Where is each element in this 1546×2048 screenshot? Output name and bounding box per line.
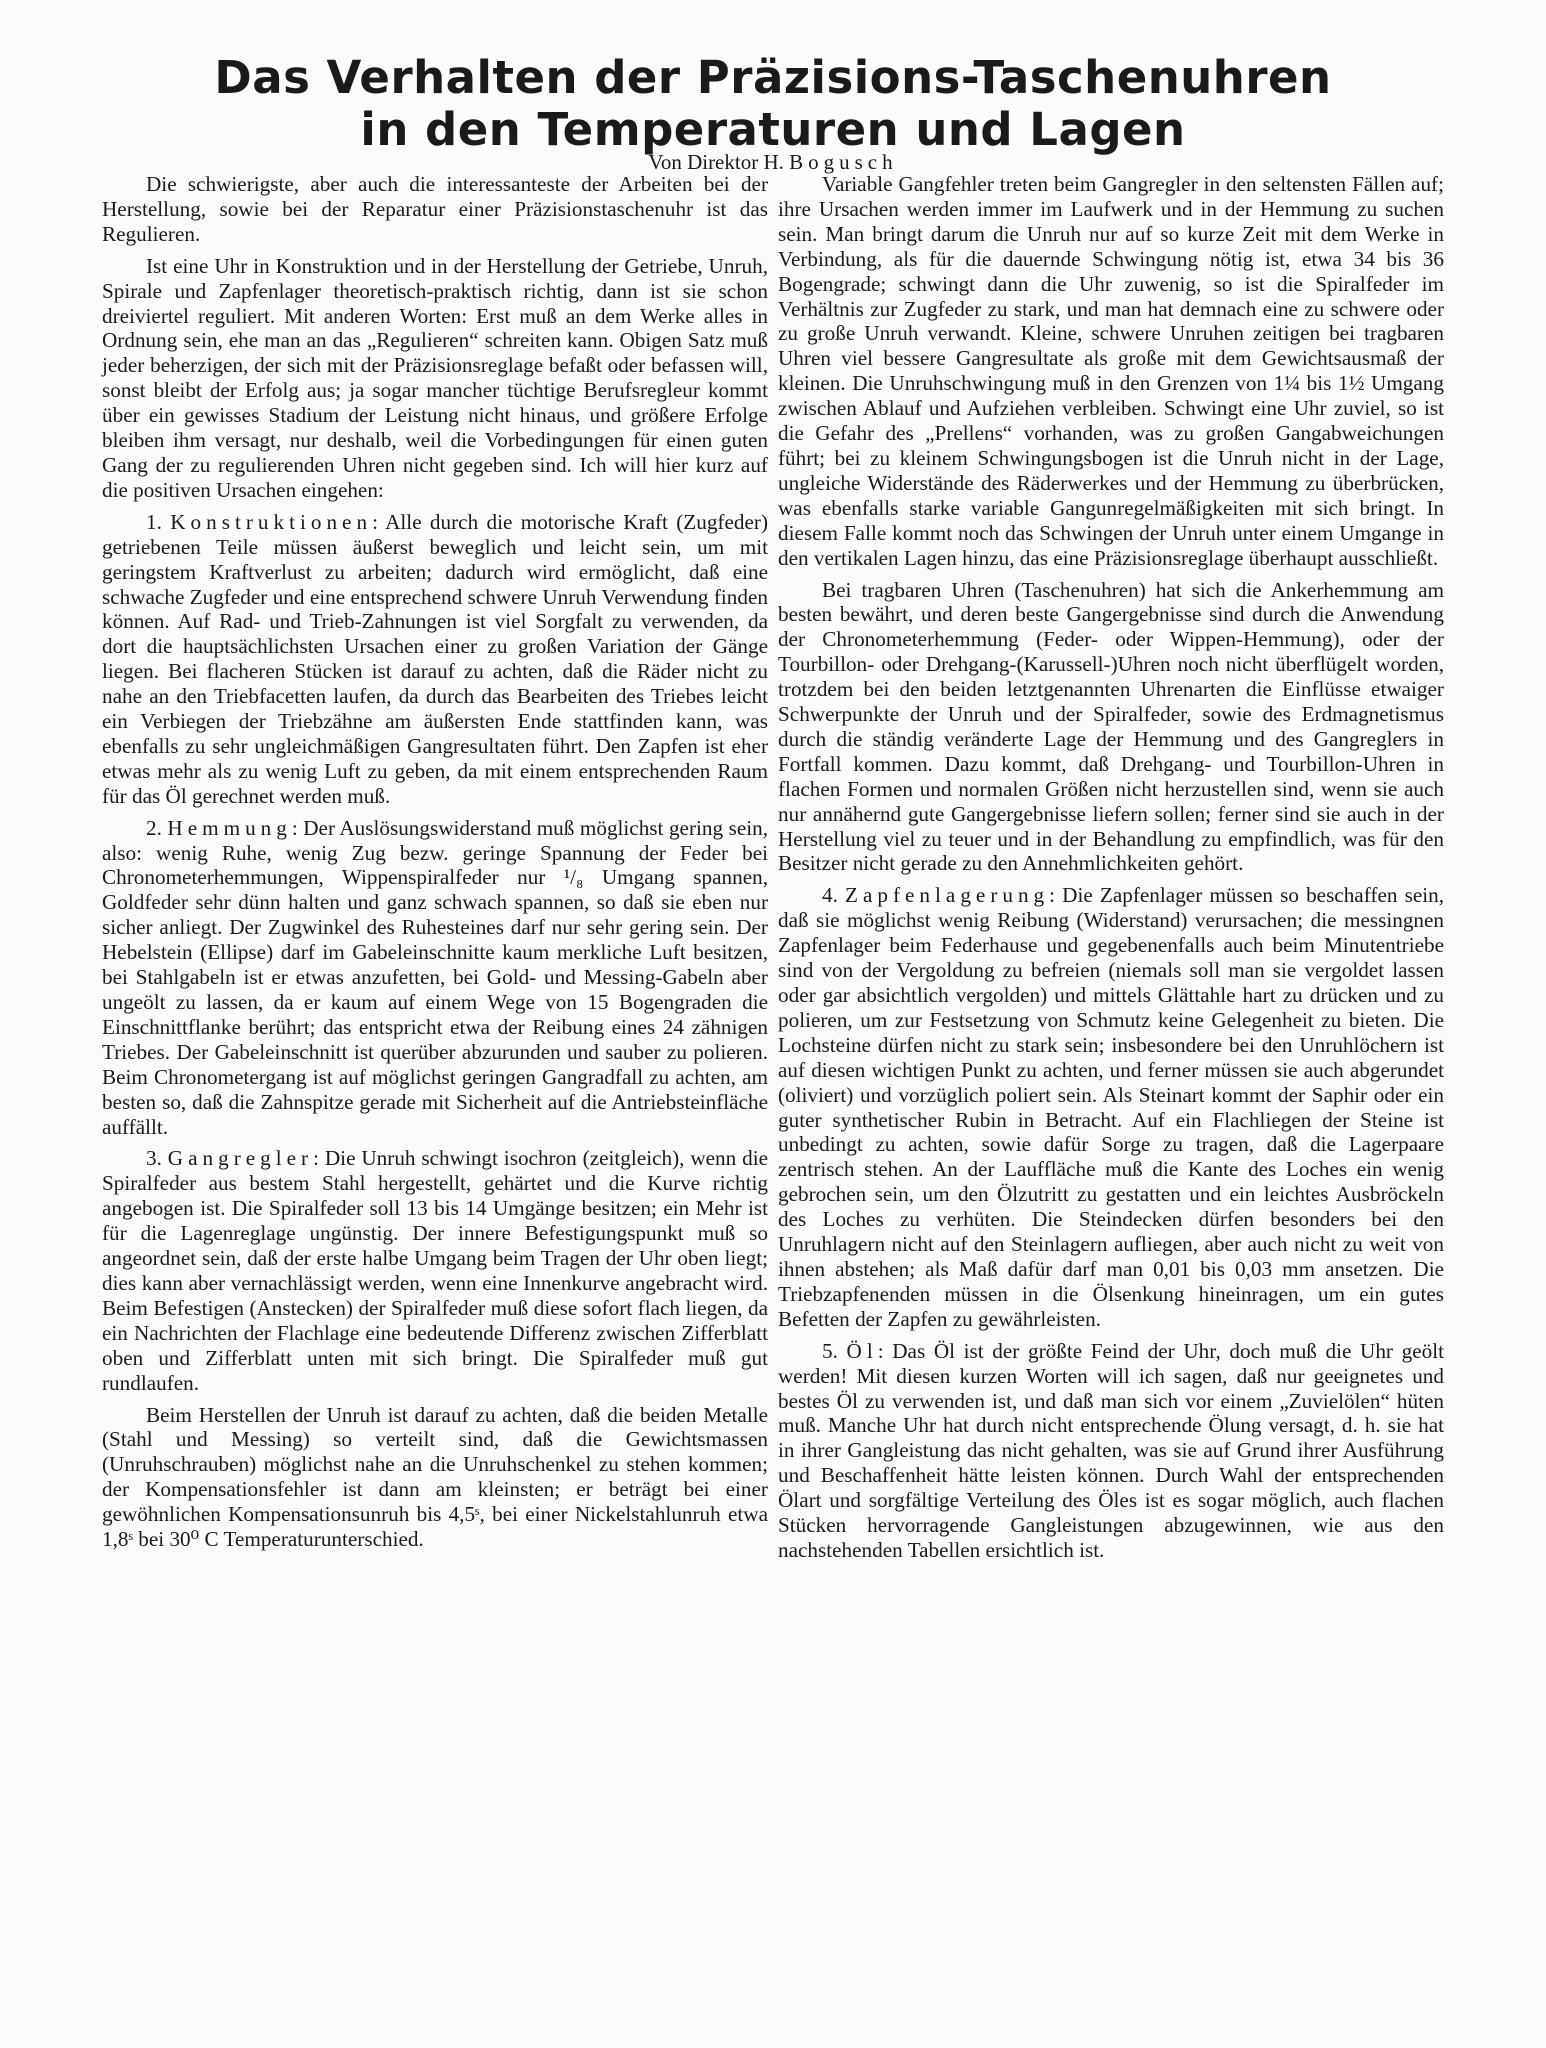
- paragraph-intro: Die schwierigste, aber auch die interessanteste der Arbeiten bei der Herstellung, sowie bei der Reparatur einer Präzisionstaschenuhr ist das Regulieren.: [102, 172, 768, 246]
- left-column: [102, 172, 768, 1559]
- paragraph-gangregler: 3. Gangregler: Die Unruh schwingt isochron (zeitgleich), wenn die Spiralfeder aus bestem Stahl hergestellt, gehärtet und die Kurve richtig angebogen ist. Die Spiralfeder soll 13 bis 14 Umgänge besitzen; ein Mehr ist für die Lagenreglage ungünstig. Der innere Befestigungspunkt muß so angeordnet sein, daß der erste halbe Umgang beim Tragen der Uhr oben liegt; dies kann aber vernachlässigt werden, wenn eine Innenkurve angebracht wird. Beim Befestigen (Anstecken) der Spiralfeder muß diese sofort flach liegen, da ein Nachrichten der Flachlage eine bedeutende Differenz zwischen Zifferblatt oben und Zifferblatt unten mit sich bringt. Die Spiralfeder muß gut rundlaufen.: [102, 1146, 769, 1395]
- paragraph-variable-gangfehler: Variable Gangfehler treten beim Gangregler in den seltensten Fällen auf; ihre Ursachen werden immer im Laufwerk und in der Hemmung zu suchen sein. Man bringt darum die Unruh nur auf so kurze Zeit mit dem Werke in Verbindung, als für die dauernde Schwingung nötig ist, etwa 34 bis 36 Bogengrade; schwingt dann die Uhr zuwenig, so ist die Spiralfeder im Verhältnis zur Zugfeder zu stark, und man hat demnach eine zu schwere oder zu große Unruh verwandt. Kleine, schwere Unruhen zeitigen bei tragbaren Uhren viel bessere Gangresultate als große mit dem Gewichtsausmaß der kleinen. Die Unruhschwingung muß in den Grenzen von 1¼ bis 1½ Umgang zwischen Ablauf und Aufziehen verbleiben. Schwingt eine Uhr zuviel, so ist die Gefahr des „Prellens“ vorhanden, was zu großen Gangabweichungen führt; bei zu kleinem Schwingungsbogen ist die Unruh nicht in der Lage, ungleiche Widerstände des Räderwerkes und der Hemmung zu überbrücken, was ebenfalls starke variable Gangunregelmäßigkeiten mit sich bringt. In diesem Falle kommt noch das Schwingen der Unruh unter einem Umgange in den vertikalen Lagen hinzu, das eine Präzisionsreglage überhaupt ausschließt.: [778, 172, 1444, 570]
- byline: [0, 150, 1546, 174]
- byline-prefix: Von Direktor H.: [648, 150, 790, 174]
- paragraph-tragbare-uhren: Bei tragbaren Uhren (Taschenuhren) hat sich die Ankerhemmung am besten bewährt, und deren beste Gangergebnisse sind durch die Anwendung der Chronometerhemmung (Feder- oder Wippen-Hemmung), oder der Tourbillon- oder Drehgang-(Karussell-)Uhren noch nicht überflügelt worden, trotzdem bei den beiden letztgenannten Uhrenarten die Einflüsse etwaiger Schwerpunkte der Unruh und der Spiralfeder, sowie des Erdmagnetismus durch die ständig veränderte Lage der Hemmung und des Gangreglers in Fortfall kommen. Dazu kommt, daß Drehgang- und Tourbillon-Uhren in flachen Formen und normalen Größen nicht herzustellen sind, wenn sie auch nur annähernd gute Gangergebnisse liefern sollen; ferner sind sie auch in der Herstellung viel zu teuer und in der Behandlung zu empfindlich, was für den Besitzer nicht gerade zu den Annehmlichkeiten gehört.: [778, 577, 1444, 876]
- right-column: [778, 172, 1444, 1570]
- byline-author: Bogusch: [789, 150, 898, 174]
- title-line-2: in den Temperaturen und Lagen: [360, 103, 1186, 156]
- paragraph-konstruktionen: 1. Konstruktionen: Alle durch die motorische Kraft (Zugfeder) getriebenen Teile müssen äußerst beweglich und leicht sein, um mit geringstem Kraftverlust zu arbeiten; dadurch wird ermöglicht, daß eine schwache Zugfeder und eine entsprechend schwere Unruh Verwendung finden können. Auf Rad- und Trieb-Zahnungen ist viel Sorgfalt zu verwenden, da dort die hauptsächlichsten Ursachen einer zu großen Variation der Gänge liegen. Bei flacheren Stücken ist darauf zu achten, daß die Räder nicht zu nahe an den Triebfacetten laufen, da durch das Bearbeiten des Triebes leicht ein Verbiegen der Triebzähne am äußersten Ende stattfinden kann, was ebenfalls zu sehr ungleichmäßigen Gangresultaten führt. Den Zapfen ist eher etwas mehr als zu wenig Luft zu geben, da mit einem entsprechenden Raum für das Öl gerechnet werden muß.: [102, 509, 769, 808]
- paragraph-zapfenlagerung: 4. Zapfenlagerung: Die Zapfenlager müssen so beschaffen sein, daß sie möglichst wenig Reibung (Widerstand) verursachen; die messingnen Zapfenlager beim Federhause und gegebenenfalls auch beim Minutentriebe sind von der Vergoldung zu befreien (niemals soll man sie vergoldet lassen oder gar absichtlich vergolden) und mittels Glättahle hart zu drücken und zu polieren, um zur Festsetzung von Schmutz keine Gelegenheit zu bieten. Die Lochsteine dürfen nicht zu stark sein; insbesondere bei den Unruhlöchern ist auf diesen wichtigen Punkt zu achten, und ferner müssen sie auch abgerundet (oliviert) und vorzüglich poliert sein. Als Steinart kommt der Saphir oder ein guter synthetischer Rubin in Betracht. Auf ein Flachliegen der Steine ist unbedingt zu achten, sowie dafür Sorge zu tragen, daß die Lagerpaare zentrisch stehen. An der Lauffläche muß die Kante des Loches ein wenig gebrochen sein, um den Ölzutritt zu gestatten und ein leichtes Ausbröckeln des Loches zu verhüten. Die Steindecken dürfen besonders bei den Unruhlagern nicht auf den Steinlagern aufliegen, aber auch nicht zu weit von ihnen abstehen; als Maß dafür darf man 0,01 bis 0,03 mm ansetzen. Die Triebzapfenenden müssen in die Ölsenkung hineinragen, um ein gutes Befetten der Zapfen zu gewährleisten.: [778, 883, 1445, 1331]
- title-line-1: Das Verhalten der Präzisions-Taschenuhren: [214, 51, 1332, 104]
- paragraph-hemmung: 2. Hemmung: Der Auslösungswiderstand muß möglichst gering sein, also: wenig Ruhe, wenig Zug bezw. geringe Spannung der Feder bei Chronometerhemmungen, Wippenspiralfeder nur ¹/₈ Umgang spannen, Goldfeder sehr dünn halten und ganz schwach spannen, so daß sie eben nur sicher anliegt. Der Zugwinkel des Ruhesteines darf nur sehr gering sein. Der Hebelstein (Ellipse) darf im Gabeleinschnitte kaum merkliche Luft besitzen, bei Stahlgabeln ist er etwas anzufetten, bei Gold- und Messing-Gabeln aber ungeölt zu lassen, da er kaum auf einem Wege von 15 Bogengraden die Einschnittflanke berührt; das entspricht etwa der Reibung eines 24 zähnigen Triebes. Der Gabeleinschnitt ist querüber abzurunden und sauber zu polieren. Beim Chronometergang ist auf möglichst geringen Gangradfall zu achten, am besten so, daß die Zahnspitze gerade mit Sicherheit auf die Antriebsteinfläche auffällt.: [102, 815, 768, 1139]
- article-title: [0, 52, 1546, 156]
- paragraph-oel: 5. Öl: Das Öl ist der größte Feind der Uhr, doch muß die Uhr geölt werden! Mit diesen kurzen Worten will ich sagen, daß nur geeignetes und bestes Öl zu verwenden ist, und daß man sich vor einem „Zuvielölen“ hüten muß. Manche Uhr hat durch nicht entsprechende Ölung versagt, d. h. sie hat in ihrer Gangleistung das nicht gehalten, was sie auf Grund ihrer Ausführung und Beschaffenheit hätte leisten können. Durch Wahl der entsprechenden Ölart und sorgfältige Verteilung des Öles ist es sogar möglich, auch flachen Stücken hervorragende Gangleistungen abzugewinnen, wie aus den nachstehenden Tabellen ersichtlich ist.: [778, 1338, 1444, 1562]
- paragraph-unruh: Beim Herstellen der Unruh ist darauf zu achten, daß die beiden Metalle (Stahl und Messing) so verteilt sind, daß die Gewichtsmassen (Unruhschrauben) möglichst nahe an die Unruhschenkel zu stehen kommen; der Kompensationsfehler ist dann am kleinsten; er beträgt bei einer gewöhnlichen Kompensationsunruh bis 4,5ˢ, bei einer Nickelstahlunruh etwa 1,8ˢ bei 30⁰ C Temperaturunterschied.: [102, 1402, 768, 1552]
- paragraph-preconditions: Ist eine Uhr in Konstruktion und in der Herstellung der Getriebe, Unruh, Spirale und Zapfenlager theoretisch-praktisch richtig, dann ist sie schon dreiviertel reguliert. Mit anderen Worten: Erst muß an dem Werke alles in Ordnung sein, ehe man an das „Regulieren“ schreiten kann. Obigen Satz muß jeder beherzigen, der sich mit der Präzisionsreglage befaßt oder befassen will, sonst bleibt der Erfolg aus; ja sogar mancher tüchtige Berufsregleur kommt über ein gewisses Stadium der Leistung nicht hinaus, und größere Erfolge bleiben ihm versagt, nur deshalb, weil die Vorbedingungen für einen guten Gang der zu regulierenden Uhren nicht gegeben sind. Ich will hier kurz auf die positiven Ursachen eingehen:: [102, 253, 768, 502]
